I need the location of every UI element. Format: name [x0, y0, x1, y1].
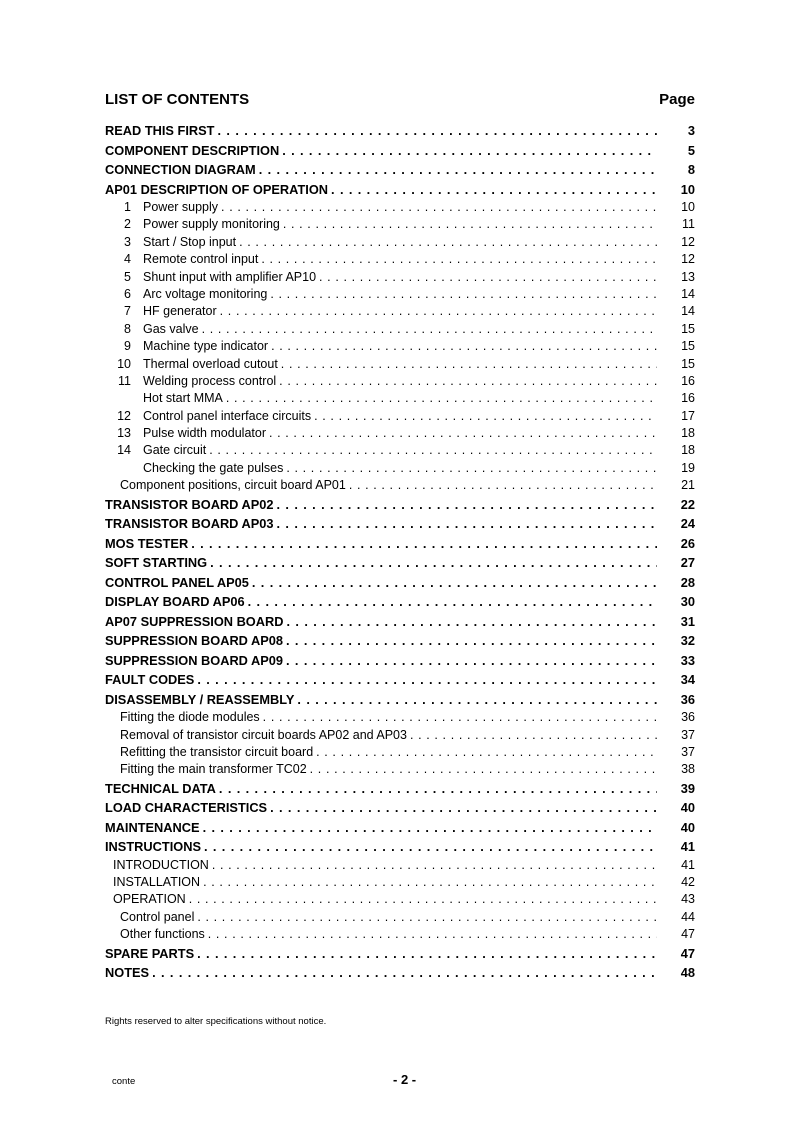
toc-entry[interactable] [105, 651, 695, 671]
toc-entry[interactable] [105, 373, 695, 390]
page-column-label: Page [659, 91, 695, 108]
toc-entry-page: 36 [659, 709, 695, 726]
toc-entry-leader [105, 857, 657, 874]
toc-entry-page: 16 [659, 373, 695, 390]
toc-entry[interactable] [105, 216, 695, 233]
toc-entry-title: TRANSISTOR BOARD AP03 [105, 516, 274, 532]
toc-entry[interactable] [105, 761, 695, 778]
toc-entry[interactable] [105, 408, 695, 425]
toc-entry-page: 40 [659, 798, 695, 818]
toc-entry-title: AP07 SUPPRESSION BOARD [105, 613, 284, 629]
toc-entry-leader [105, 944, 657, 964]
toc-entry-title: Arc voltage monitoring [143, 286, 268, 301]
toc-entry[interactable] [105, 356, 695, 373]
toc-entry-number: 12 [117, 408, 131, 423]
toc-entry-page: 38 [659, 761, 695, 778]
toc-entry-title: MAINTENANCE [105, 819, 200, 835]
toc-entry-title: Welding process control [143, 373, 277, 388]
toc-entry-title: TECHNICAL DATA [105, 780, 216, 796]
toc-entry-page: 15 [659, 338, 695, 355]
toc-entry-leader [105, 216, 657, 233]
toc-entry-page: 37 [659, 727, 695, 744]
toc-entry[interactable] [105, 944, 695, 964]
toc-entry-number: 13 [117, 426, 131, 441]
toc-entry-leader [105, 744, 657, 761]
toc-entry-leader [105, 160, 657, 180]
toc-entry-page: 19 [659, 460, 695, 477]
toc-entry-page: 8 [659, 160, 695, 180]
toc-entry[interactable] [105, 141, 695, 161]
toc-entry-title: LOAD CHARACTERISTICS [105, 800, 268, 816]
toc-entry-leader [105, 837, 657, 857]
toc-entry-leader [105, 356, 657, 373]
toc-entry-title: Fitting the main transformer TC02 [120, 762, 307, 777]
toc-entry-number: 6 [124, 286, 131, 301]
toc-entry[interactable] [105, 390, 695, 407]
toc-entry-title: Control panel [120, 909, 195, 924]
toc-entry-title: Other functions [120, 927, 205, 942]
toc-entry-title: COMPONENT DESCRIPTION [105, 142, 280, 158]
toc-entry[interactable] [105, 321, 695, 338]
toc-entry-page: 48 [659, 963, 695, 983]
toc-entry[interactable] [105, 180, 695, 200]
page-number: - 2 - [393, 1072, 417, 1087]
toc-entry[interactable] [105, 963, 695, 983]
rights-note: Rights reserved to alter specifications without notice. [105, 1016, 327, 1027]
toc-entry-title: INTRODUCTION [113, 857, 209, 872]
toc-entry[interactable] [105, 909, 695, 926]
toc-entry-number: 1 [124, 200, 131, 214]
toc-entry-page: 47 [659, 926, 695, 943]
toc-entry-leader [105, 891, 657, 908]
toc-entry-leader [105, 269, 657, 286]
toc-entry-leader [105, 631, 657, 651]
toc-entry-page: 21 [659, 477, 695, 494]
toc-entry-title: Removal of transistor circuit boards AP02 and AP03 [120, 727, 407, 742]
toc-entry-leader [105, 534, 657, 554]
toc-entry-title: READ THIS FIRST [105, 123, 215, 138]
toc-entry-leader [105, 338, 657, 355]
toc-entry-leader [105, 709, 657, 726]
toc-entry-page: 31 [659, 612, 695, 632]
toc-entry-title: Hot start MMA [143, 391, 223, 406]
toc-entry-title: Gate circuit [143, 443, 207, 458]
table-of-contents [105, 121, 695, 983]
toc-entry-page: 11 [659, 216, 695, 233]
toc-entry[interactable] [105, 612, 695, 632]
toc-entry-number: 7 [124, 304, 131, 319]
toc-entry-leader [105, 670, 657, 690]
toc-entry-leader [105, 477, 657, 494]
toc-entry-leader [105, 798, 657, 818]
toc-entry-leader [105, 727, 657, 744]
toc-entry-title: Checking the gate pulses [143, 460, 284, 475]
toc-entry-title: FAULT CODES [105, 672, 195, 688]
toc-entry-title: Power supply [143, 200, 219, 214]
toc-entry-title: Machine type indicator [143, 339, 269, 354]
toc-entry-page: 34 [659, 670, 695, 690]
toc-entry[interactable] [105, 709, 695, 726]
toc-entry-number: 8 [124, 321, 131, 336]
toc-entry-title: DISPLAY BOARD AP06 [105, 594, 245, 610]
toc-entry-title: SUPPRESSION BOARD AP08 [105, 633, 284, 649]
toc-entry-title: CONTROL PANEL AP05 [105, 574, 249, 590]
toc-entry-leader [105, 425, 657, 442]
toc-header [105, 91, 695, 111]
toc-entry-title: Pulse width modulator [143, 426, 266, 441]
toc-entry-leader [105, 390, 657, 407]
toc-entry-leader [105, 553, 657, 573]
toc-entry-leader [105, 690, 657, 710]
toc-entry-leader [105, 303, 657, 320]
toc-entry[interactable] [105, 891, 695, 908]
toc-entry[interactable] [105, 251, 695, 268]
toc-entry-leader [105, 460, 657, 477]
toc-entry-leader [105, 121, 657, 141]
toc-entry-title: TRANSISTOR BOARD AP02 [105, 496, 274, 512]
toc-entry-title: MOS TESTER [105, 535, 189, 551]
toc-entry-page: 5 [659, 141, 695, 161]
toc-entry-leader [105, 592, 657, 612]
toc-entry-title: Refitting the transistor circuit board [120, 744, 314, 759]
toc-entry-title: Fitting the diode modules [120, 710, 260, 725]
toc-entry-page: 12 [659, 234, 695, 251]
toc-entry-leader [105, 909, 657, 926]
toc-entry-title: OPERATION [113, 892, 186, 907]
toc-entry-number: 3 [124, 234, 131, 249]
toc-entry-number: 5 [124, 269, 131, 284]
toc-entry-number: 4 [124, 252, 131, 267]
toc-entry[interactable] [105, 477, 695, 494]
toc-entry-title: Component positions, circuit board AP01 [120, 478, 346, 493]
toc-entry-leader [105, 514, 657, 534]
page-title: LIST OF CONTENTS [105, 91, 250, 108]
toc-entry-leader [105, 408, 657, 425]
toc-entry[interactable] [105, 670, 695, 690]
toc-entry-page: 41 [659, 837, 695, 857]
toc-entry-title: DISASSEMBLY / REASSEMBLY [105, 691, 295, 707]
toc-entry-title: Control panel interface circuits [143, 408, 312, 423]
toc-entry-leader [105, 199, 657, 216]
toc-entry-leader [105, 651, 657, 671]
toc-entry-leader [105, 442, 657, 459]
toc-entry[interactable] [105, 534, 695, 554]
toc-entry-leader [105, 286, 657, 303]
toc-entry-leader [105, 963, 657, 983]
toc-entry-page: 42 [659, 874, 695, 891]
toc-entry[interactable] [105, 837, 695, 857]
toc-entry[interactable] [105, 727, 695, 744]
toc-entry[interactable] [105, 690, 695, 710]
toc-entry-leader [105, 251, 657, 268]
toc-entry-leader [105, 573, 657, 593]
toc-entry-page: 14 [659, 303, 695, 320]
toc-entry-page: 22 [659, 495, 695, 515]
toc-entry[interactable] [105, 160, 695, 180]
toc-entry-page: 26 [659, 534, 695, 554]
toc-entry-title: Remote control input [143, 252, 259, 267]
toc-entry[interactable] [105, 442, 695, 459]
toc-entry-page: 12 [659, 251, 695, 268]
toc-entry[interactable] [105, 553, 695, 573]
toc-entry-title: NOTES [105, 965, 150, 981]
toc-entry-page: 17 [659, 408, 695, 425]
toc-entry-title: Power supply monitoring [143, 217, 280, 232]
toc-entry-page: 44 [659, 909, 695, 926]
toc-entry-title: INSTRUCTIONS [105, 839, 201, 855]
toc-entry-page: 18 [659, 425, 695, 442]
toc-entry[interactable] [105, 631, 695, 651]
toc-entry-page: 10 [659, 180, 695, 200]
toc-entry-leader [105, 141, 657, 161]
toc-entry[interactable] [105, 303, 695, 320]
toc-entry-title: CONNECTION DIAGRAM [105, 162, 256, 177]
toc-entry-title: Shunt input with amplifier AP10 [143, 269, 317, 284]
toc-entry-page: 15 [659, 356, 695, 373]
toc-entry-page: 13 [659, 269, 695, 286]
toc-entry[interactable] [105, 460, 695, 477]
toc-entry[interactable] [105, 199, 695, 216]
toc-entry[interactable] [105, 425, 695, 442]
toc-entry-page: 3 [659, 121, 695, 141]
toc-entry-title: Start / Stop input [143, 234, 237, 249]
toc-entry[interactable] [105, 744, 695, 761]
toc-entry[interactable] [105, 286, 695, 303]
toc-entry-number: 9 [124, 339, 131, 354]
toc-entry-title: AP01 DESCRIPTION OF OPERATION [105, 181, 329, 197]
toc-entry-title: HF generator [143, 304, 217, 319]
toc-entry-page: 27 [659, 553, 695, 573]
toc-entry-page: 32 [659, 631, 695, 651]
toc-entry-page: 15 [659, 321, 695, 338]
toc-entry[interactable] [105, 234, 695, 251]
toc-entry-leader [105, 612, 657, 632]
toc-entry-page: 33 [659, 651, 695, 671]
toc-entry[interactable] [105, 338, 695, 355]
toc-entry-leader [105, 761, 657, 778]
toc-entry[interactable] [105, 779, 695, 799]
toc-entry-leader [105, 373, 657, 390]
toc-entry[interactable] [105, 495, 695, 515]
toc-entry-title: Gas valve [143, 321, 199, 336]
toc-entry-number: 2 [124, 217, 131, 232]
toc-entry-leader [105, 874, 657, 891]
toc-entry-title: SOFT STARTING [105, 555, 208, 571]
toc-entry[interactable] [105, 573, 695, 593]
toc-entry-number: 14 [117, 443, 131, 458]
toc-entry-page: 43 [659, 891, 695, 908]
toc-entry-leader [105, 818, 657, 838]
toc-entry[interactable] [105, 798, 695, 818]
footer-filename: conte [112, 1076, 136, 1087]
toc-entry-number: 10 [117, 356, 131, 371]
toc-entry-page: 39 [659, 779, 695, 799]
toc-entry-page: 40 [659, 818, 695, 838]
toc-entry-page: 36 [659, 690, 695, 710]
toc-entry-page: 28 [659, 573, 695, 593]
toc-entry-title: SPARE PARTS [105, 945, 195, 961]
toc-entry-page: 24 [659, 514, 695, 534]
toc-entry-leader [105, 234, 657, 251]
toc-entry-title: Thermal overload cutout [143, 356, 278, 371]
toc-entry-page: 30 [659, 592, 695, 612]
toc-entry[interactable] [105, 592, 695, 612]
toc-entry-number: 11 [118, 373, 131, 388]
toc-entry-page: 10 [659, 199, 695, 216]
toc-entry-leader [105, 926, 657, 943]
toc-entry-leader [105, 495, 657, 515]
toc-entry-leader [105, 180, 657, 200]
toc-entry-leader [105, 321, 657, 338]
toc-entry[interactable] [105, 818, 695, 838]
toc-entry-page: 18 [659, 442, 695, 459]
toc-entry-leader [105, 779, 657, 799]
toc-entry-page: 14 [659, 286, 695, 303]
toc-entry-title: SUPPRESSION BOARD AP09 [105, 652, 284, 668]
toc-entry-page: 47 [659, 944, 695, 964]
toc-entry[interactable] [105, 121, 695, 141]
toc-entry-page: 41 [659, 857, 695, 874]
toc-entry-page: 16 [659, 390, 695, 407]
toc-entry-page: 37 [659, 744, 695, 761]
toc-entry[interactable] [105, 874, 695, 891]
toc-entry[interactable] [105, 269, 695, 286]
toc-entry-title: INSTALLATION [113, 875, 201, 890]
toc-entry[interactable] [105, 514, 695, 534]
toc-entry[interactable] [105, 926, 695, 943]
toc-entry[interactable] [105, 857, 695, 874]
